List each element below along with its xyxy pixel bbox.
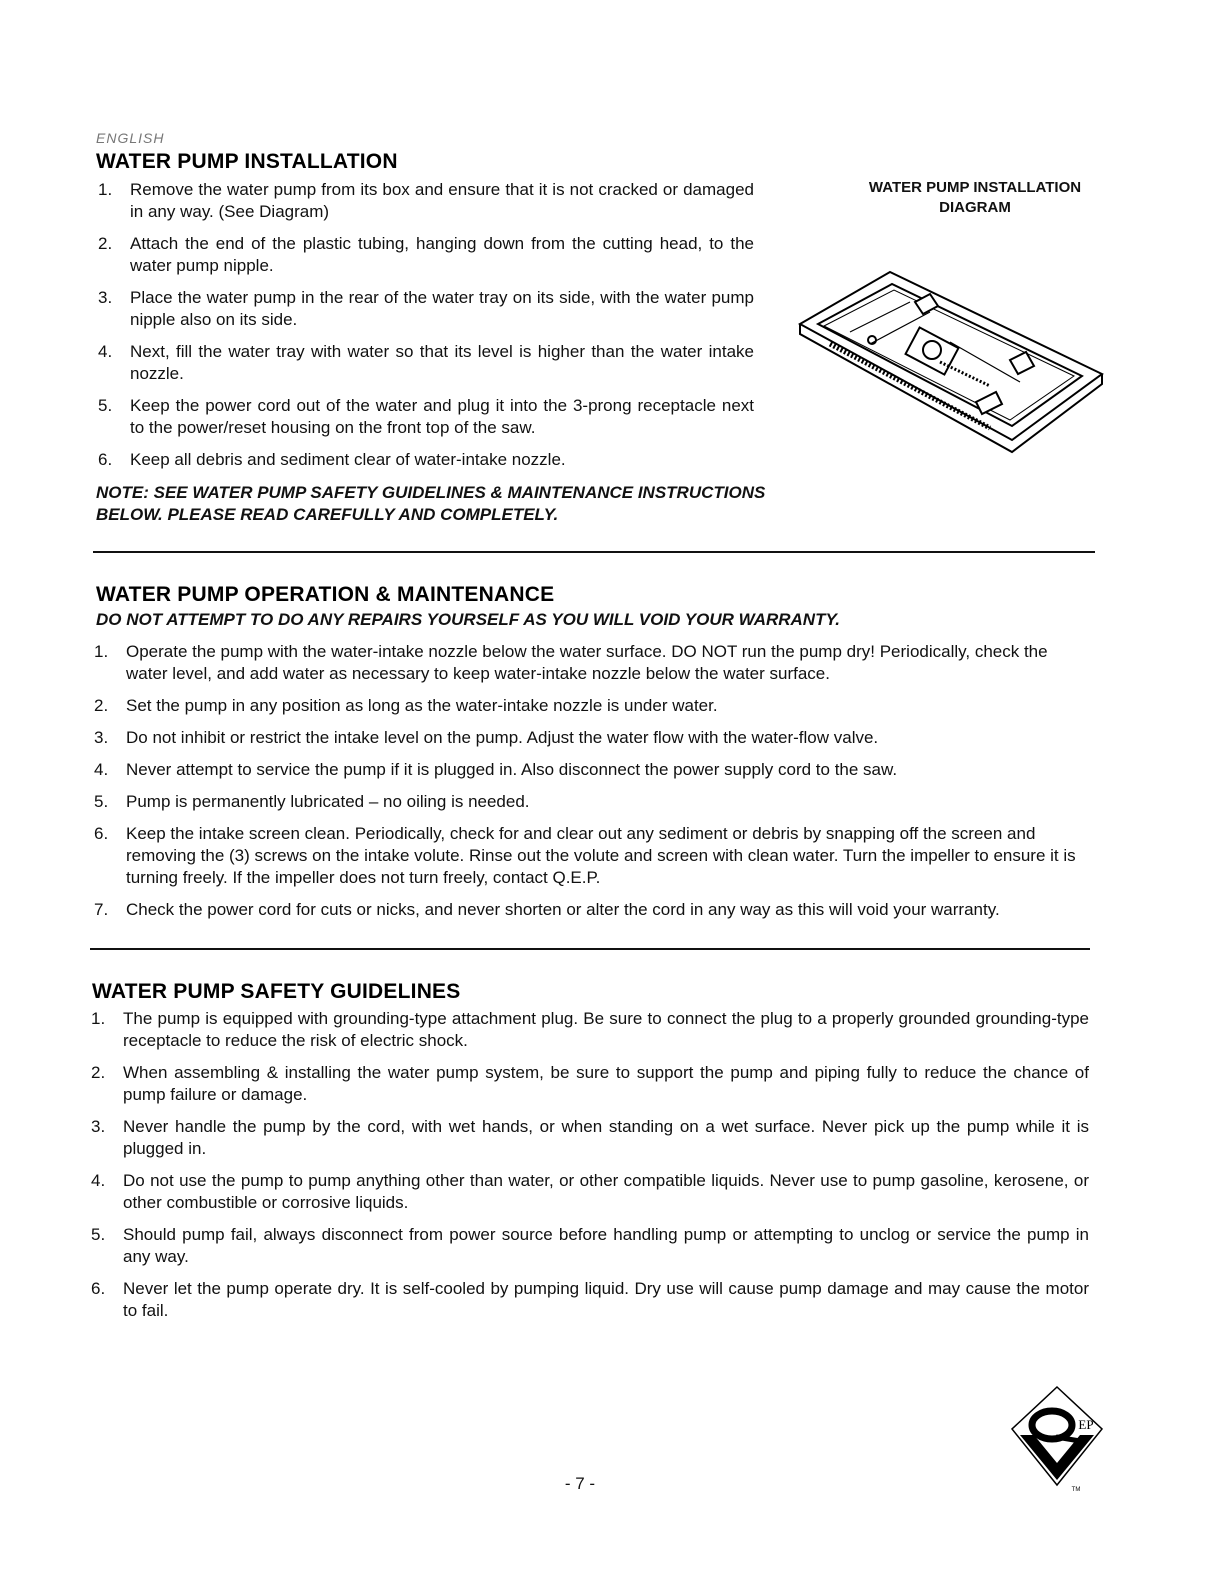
list-item: 2. Attach the end of the plastic tubing, hanging down from the cutting head, to the water pump nipple. — [98, 234, 754, 275]
list-item: 2. When assembling & installing the water pump system, be sure to support the pump and piping fully to reduce the chance of pump failure or damage. — [91, 1063, 1089, 1104]
list-item: 1. Remove the water pump from its box and ensure that it is not cracked or damaged in any way. (See Diagram) — [98, 180, 754, 221]
list-item: 4. Never attempt to service the pump if it is plugged in. Also disconnect the power supply cord to the saw. — [94, 760, 898, 779]
list-item: 6. Never let the pump operate dry. It is self-cooled by pumping liquid. Dry use will cause pump damage and may cause the motor to fail. — [91, 1279, 1089, 1320]
list-item: 5. Pump is permanently lubricated – no oiling is needed. — [94, 792, 530, 811]
operation-list — [92, 641, 1092, 931]
warranty-warning: DO NOT ATTEMPT TO DO ANY REPAIRS YOURSELF AS YOU WILL VOID YOUR WARRANTY. — [96, 610, 840, 629]
list-item: 4. Do not use the pump to pump anything other than water, or other compatible liquids. Never use to pump gasoline, kerosene, or other combustible or corrosive liquids. — [91, 1171, 1089, 1212]
list-item: 1. The pump is equipped with grounding-type attachment plug. Be sure to connect the plug to a properly grounded grounding-type receptacle to reduce the risk of electric shock. — [91, 1009, 1089, 1050]
installation-note: NOTE: SEE WATER PUMP SAFETY GUIDELINES & MAINTENANCE INSTRUCTIONS BELOW. PLEASE READ CAREFULLY AND COMPLETELY. — [96, 483, 766, 524]
list-item: 5. Should pump fail, always disconnect from power source before handling pump or attempting to unclog or service the pump in any way. — [91, 1225, 1089, 1266]
list-item: 6. Keep the intake screen clean. Periodically, check for and clear out any sediment or debris by snapping off the screen and removing the (3) screws on the intake volute. Rinse out the volute and screen with clean water. Turn the impeller to ensure it is turning freely. If the impeller does not turn freely, contact Q.E.P. — [94, 824, 1076, 887]
list-item: 3. Never handle the pump by the cord, with wet hands, or when standing on a wet surface. Never pick up the pump while it is plugged in. — [91, 1117, 1089, 1158]
list-item: 5. Keep the power cord out of the water and plug it into the 3-prong receptacle next to the power/reset housing on the front top of the saw. — [98, 396, 754, 437]
list-item: 1. Operate the pump with the water-intake nozzle below the water surface. DO NOT run the pump dry! Periodically, check the water level, and add water as necessary to keep water-intake nozzle below the water surface. — [94, 642, 1048, 683]
list-item: 2. Set the pump in any position as long as the water-intake nozzle is under water. — [94, 696, 718, 715]
list-item: 3. Do not inhibit or restrict the intake level on the pump. Adjust the water flow with the water-flow valve. — [94, 728, 879, 747]
page-number: - 7 - — [564, 1474, 596, 1493]
qep-logo — [1010, 1385, 1105, 1495]
diagram-title: WATER PUMP INSTALLATION DIAGRAM — [868, 179, 1082, 216]
safety-title: WATER PUMP SAFETY GUIDELINES — [92, 980, 461, 1003]
list-item: 7. Check the power cord for cuts or nicks, and never shorten or alter the cord in any way as this will void your warranty. — [94, 900, 1000, 919]
language-label: ENGLISH — [96, 130, 165, 146]
safety-list — [89, 1008, 1089, 1332]
installation-title: WATER PUMP INSTALLATION — [96, 150, 398, 173]
divider — [90, 948, 1090, 950]
divider — [93, 551, 1095, 553]
installation-list — [96, 179, 754, 481]
list-item: 4. Next, fill the water tray with water so that its level is higher than the water intake nozzle. — [98, 342, 754, 383]
logo-tm: TM — [1071, 1487, 1081, 1493]
operation-title: WATER PUMP OPERATION & MAINTENANCE — [96, 583, 555, 606]
list-item: 6. Keep all debris and sediment clear of water-intake nozzle. — [98, 450, 566, 469]
water-tray-diagram — [790, 262, 1110, 462]
logo-letters: EP — [1078, 1417, 1094, 1432]
list-item: 3. Place the water pump in the rear of the water tray on its side, with the water pump nipple also on its side. — [98, 288, 754, 329]
